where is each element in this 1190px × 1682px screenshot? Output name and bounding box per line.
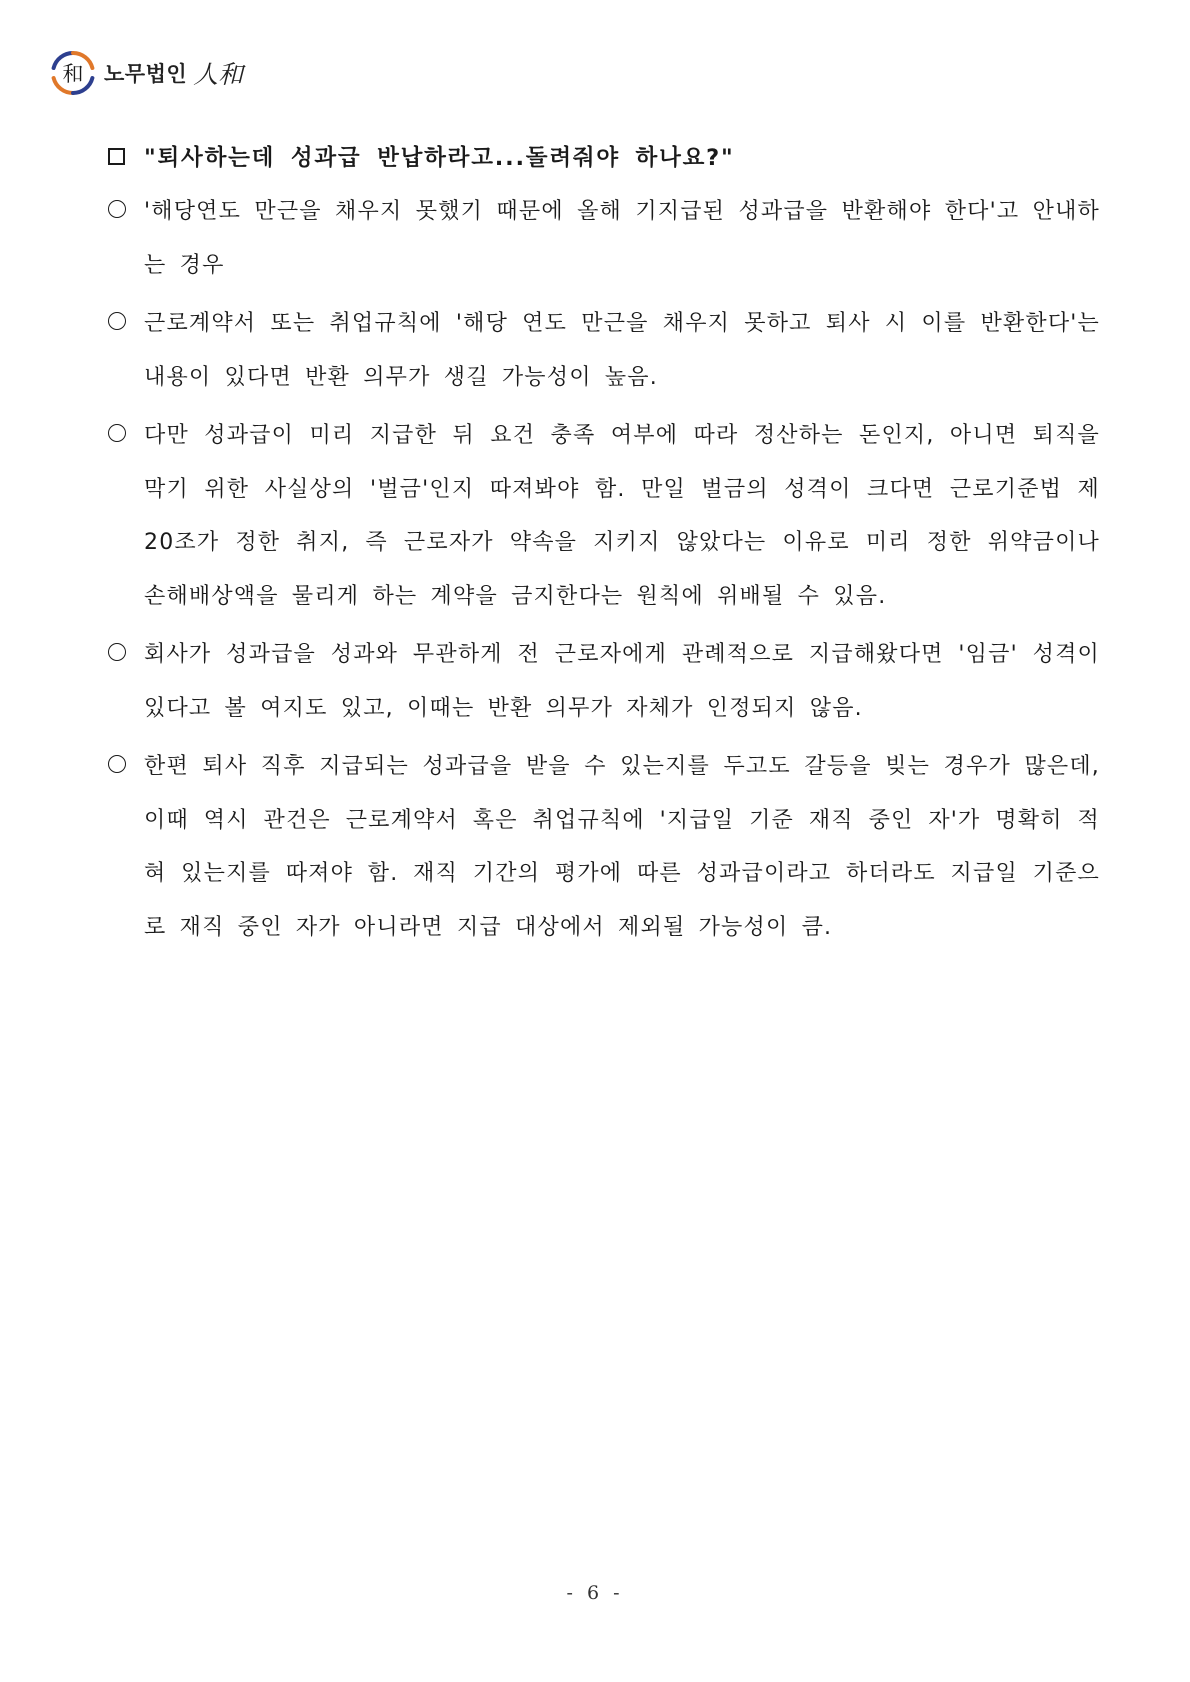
firm-name: 노무법인 [104,62,188,86]
list-item [108,297,1098,404]
list-item [108,628,1098,735]
page-number: - 6 - [566,1582,624,1604]
list-item-text: 회사가 성과급을 성과와 무관하게 전 근로자에게 관례적으로 지급해왔다면 '임금' 성격이 있다고 볼 여지도 있고, 이때는 반환 의무가 자체가 인정되지 않음. [144,642,1100,721]
circle-bullet-icon [108,755,126,773]
document-header [50,50,243,96]
circle-bullet-icon [108,200,126,218]
section-heading [108,132,1098,180]
list-item [108,409,1098,623]
list-item-text: 한편 퇴사 직후 지급되는 성과급을 받을 수 있는지를 두고도 갈등을 빚는 경우가 많은데, 이때 역시 관건은 근로계약서 혹은 취업규칙에 '지급일 기준 재직 중인 자'가 명확히 적혀 있는지를 따져야 함. 재직 기간의 평가에 따른 성과급이라고 하더라도 지급일 기준으로 재직 중인 자가 아니라면 지급 대상에서 제외될 가능성이 큼. [144,754,1100,940]
document-body [108,132,1098,954]
firm-logo-icon [50,50,96,96]
circle-bullet-icon [108,424,126,442]
logo-glyph: 和 [62,62,84,86]
square-bullet-icon [108,148,125,165]
circle-bullet-icon [108,643,126,661]
circle-bullet-icon [108,312,126,330]
list-item-text: 근로계약서 또는 취업규칙에 '해당 연도 만근을 채우지 못하고 퇴사 시 이를 반환한다'는 내용이 있다면 반환 의무가 생길 가능성이 높음. [144,311,1100,390]
list-item [108,740,1098,954]
firm-logo [50,50,96,96]
list-item-text: 다만 성과급이 미리 지급한 뒤 요건 충족 여부에 따라 정산하는 돈인지, 아니면 퇴직을 막기 위한 사실상의 '벌금'인지 따져봐야 함. 만일 벌금의 성격이 크다면 근로기준법 제20조가 정한 취지, 즉 근로자가 약속을 지키지 않았다는 이유로 미리 정한 위약금이나 손해배상액을 물리게 하는 계약을 금지한다는 원칙에 위배될 수 있음. [144,423,1100,609]
section-title: "퇴사하는데 성과급 반납하라고...돌려줘야 하나요?" [144,145,735,171]
list-item [108,185,1098,292]
firm-name-hanja: 人和 [193,60,244,89]
list-item-text: '해당연도 만근을 채우지 못했기 때문에 올해 기지급된 성과급을 반환해야 한다'고 안내하는 경우 [144,199,1100,278]
